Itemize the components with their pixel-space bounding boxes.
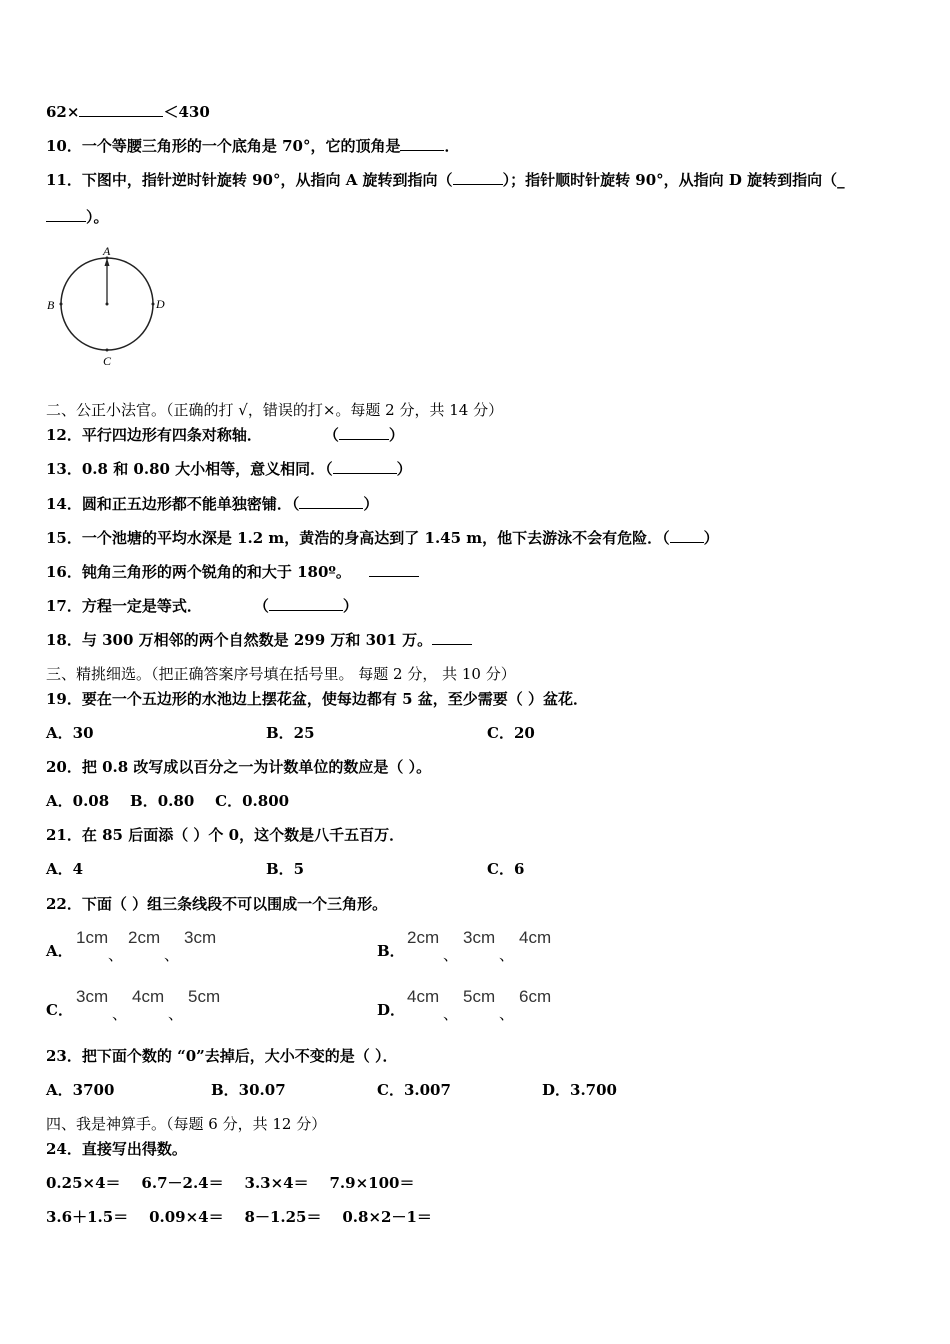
question-11-line2: ）。 [46, 207, 910, 227]
question-15: 15．一个池塘的平均水深是 1.2 m，黄浩的身高达到了 1.45 m，他下去游泳不会有危险．（ ） [46, 529, 719, 547]
q21-option-a[interactable]: A．4 [46, 860, 84, 878]
question-14: 14．圆和正五边形都不能单独密铺．（ ） [46, 495, 379, 513]
question-21: 21．在 85 后面添（ ）个 0，这个数是八千五百万． [46, 826, 405, 844]
answer-blank[interactable] [453, 170, 503, 185]
answer-blank[interactable] [670, 528, 704, 543]
answer-blank[interactable] [299, 494, 363, 509]
question-10: 10．一个等腰三角形的一个底角是 70°，它的顶角是 ． [46, 137, 460, 155]
section-2-title: 二、公正小法官。（正确的打 √，错误的打×。每题 2 分，共 14 分） [46, 401, 504, 419]
answer-blank[interactable] [333, 459, 397, 474]
point-b [60, 303, 63, 306]
q21-option-b[interactable]: B．5 [266, 860, 305, 878]
question-16: 16．钝角三角形的两个锐角的和大于 180º。 [46, 562, 910, 582]
q23-option-c[interactable]: C．3.007 [377, 1081, 451, 1099]
q21-option-c[interactable]: C．6 [487, 860, 525, 878]
section-3-title: 三、精挑细选。（把正确答案序号填在括号里。 每题 2 分， 共 10 分） [46, 665, 516, 683]
label-b: B [47, 298, 55, 312]
label-a: A [103, 244, 111, 258]
q23-option-d[interactable]: D．3.700 [542, 1081, 617, 1099]
question-13: 13．0.8 和 0.80 大小相等，意义相同．（ ） [46, 460, 412, 478]
answer-blank[interactable] [400, 136, 444, 151]
q24-row-2: 3.6＋1.5＝ 0.09×4＝ 8－1.25＝ 0.8×2－1＝ [46, 1208, 432, 1226]
q20-options[interactable]: A．0.08 B．0.80 C．0.800 [46, 792, 290, 810]
q24-row-1: 0.25×4＝ 6.7－2.4＝ 3.3×4＝ 7.9×100＝ [46, 1174, 415, 1192]
answer-blank[interactable] [269, 596, 343, 611]
q23-option-b[interactable]: B．30.07 [211, 1081, 286, 1099]
answer-blank[interactable] [46, 207, 86, 222]
section-4-title: 四、我是神算手。（每题 6 分，共 12 分） [46, 1115, 327, 1133]
answer-blank[interactable] [369, 562, 419, 577]
question-12: 12．平行四边形有四条对称轴． （ ） [46, 426, 404, 444]
question-19: 19．要在一个五边形的水池边上摆花盆，使每边都有 5 盆，至少需要（ ）盆花． [46, 690, 588, 708]
center-dot [106, 303, 109, 306]
question-22: 22．下面（ ）组三条线段不可以围成一个三角形。 [46, 895, 388, 913]
point-c [106, 349, 109, 352]
question-17: 17．方程一定是等式． （ ） [46, 597, 358, 615]
q23-option-a[interactable]: A．3700 [46, 1081, 115, 1099]
label-d: D [156, 297, 165, 311]
question-24: 24．直接写出得数。 [46, 1140, 187, 1158]
question-18: 18．与 300 万相邻的两个自然数是 299 万和 301 万。 [46, 630, 910, 650]
q19-option-c[interactable]: C．20 [487, 724, 535, 742]
answer-blank[interactable] [432, 630, 472, 645]
point-d [152, 303, 155, 306]
clock-pointer-figure [44, 242, 174, 370]
question-20: 20．把 0.8 改写成以百分之一为计数单位的数应是（ ）。 [46, 758, 432, 776]
q19-option-b[interactable]: B．25 [266, 724, 315, 742]
question-9-tail: 62× ＜430 [46, 103, 210, 121]
question-11: 11．下图中，指针逆时针旋转 90°，从指向 A 旋转到指向（ ）；指针顺时针旋转 90°，从指向 D 旋转到指向（_ [46, 171, 845, 189]
q19-option-a[interactable]: A．30 [46, 724, 94, 742]
answer-blank[interactable] [79, 102, 163, 117]
answer-blank[interactable] [339, 425, 389, 440]
label-c: C [103, 354, 112, 368]
question-23: 23．把下面个数的 “0”去掉后，大小不变的是（ ）． [46, 1047, 398, 1065]
